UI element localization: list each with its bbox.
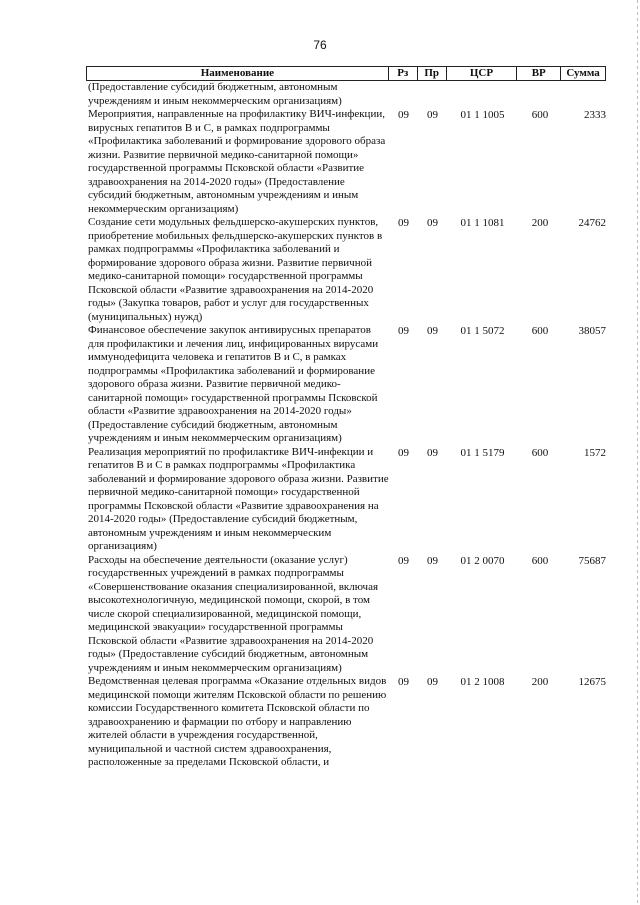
row-name: Мероприятия, направленные на профилактику ВИЧ-инфекции, вирусных гепатитов В и С, в рамках подпрограммы «Профилактика заболеваний и формирование здорового образа жизни. Развитие первичной медико-санитарной помощи» государственной программы Псковской области «Развитие здравоохранения на 2014-2020 годы» (Предоставление субсидий бюджетным, автономным учреждениям и иным некоммерческим организациям) <box>88 108 386 215</box>
continued-row-text: (Предоставление субсидий бюджетным, автономным учреждениям и иным некоммерческим организациям) <box>88 81 342 107</box>
row-name: Финансовое обеспечение закупок антивирусных препаратов для профилактики и лечения лиц, инфицированных вирусами иммунодефицита человека и гепатитов В и С, в рамках подпрограммы «Профилактика заболеваний и формирование здорового образа жизни. Развитие первичной медико-санитарной помощи» государственной программы Псковской области «Развитие здравоохранения на 2014-2020 годы» (Предоставление субсидий бюджетным, автономным учреждениям и иным некоммерческим организациям) <box>88 324 379 444</box>
row-rz: 09 <box>398 676 409 688</box>
table-header <box>86 66 606 81</box>
header-pr: Пр <box>418 67 447 80</box>
header-rz: Рз <box>389 67 418 80</box>
header-csr: ЦСР <box>447 67 518 80</box>
row-rz: 09 <box>398 554 409 567</box>
row-pr: 09 <box>427 217 438 229</box>
row-sum: 12675 <box>578 676 606 688</box>
row-pr: 09 <box>427 446 438 459</box>
row-sum: 75687 <box>578 554 606 567</box>
row-name: Ведомственная целевая программа «Оказание отдельных видов медицинской помощи жителям Псковской области по решению комиссии Государственного комитета Псковской области по здравоохранению и фармации по отбору и направлению жителей области в учреждения государственной, муниципальной и частной систем здравоохранения, расположенные за пределами Псковской области, и <box>88 675 387 768</box>
header-vr: ВР <box>517 67 561 80</box>
table-row <box>86 675 606 770</box>
row-rz: 09 <box>398 325 409 337</box>
header-name: Наименование <box>87 67 389 80</box>
row-vr: 600 <box>531 325 549 337</box>
row-csr: 01 2 1008 <box>460 676 505 688</box>
row-csr: 01 2 0070 <box>460 554 505 567</box>
row-name: Реализация мероприятий по профилактике ВИЧ-инфекции и гепатитов В и С в рамках подпрограммы «Профилактика заболеваний и формирование здорового образа жизни. Развитие первичной медико-санитарной помощи» государственной программы Псковской области «Развитие здравоохранения на 2014-2020 годы» (Предоставление субсидий бюджетным, автономным учреждениям и иным некоммерческим организациям) <box>88 445 389 552</box>
table-row <box>86 554 606 676</box>
row-rz: 09 <box>398 109 409 121</box>
row-name: Расходы на обеспечение деятельности (оказание услуг) государственных учреждений в рамках подпрограммы «Совершенствование оказания специализированной, включая высокотехнологичную, медицинской помощи, скорой, в том числе скорой специализированной, медицинской помощи, медицинской эвакуации» государственной программы Псковской области «Развитие здравоохранения на 2014-2020 годы» (Предоставление субсидий бюджетным, автономным учреждениям и иным некоммерческим организациям) <box>88 553 379 674</box>
row-vr: 600 <box>531 554 549 567</box>
row-vr: 200 <box>531 676 549 688</box>
row-pr: 09 <box>427 325 438 337</box>
row-pr: 09 <box>427 554 438 567</box>
row-csr: 01 1 1005 <box>460 109 505 121</box>
header-sum: Сумма <box>566 67 600 79</box>
row-vr: 600 <box>531 446 549 459</box>
row-sum: 2333 <box>584 109 606 121</box>
row-csr: 01 1 5072 <box>460 325 505 337</box>
row-rz: 09 <box>398 446 409 459</box>
budget-table <box>86 66 606 770</box>
row-sum: 24762 <box>578 217 606 229</box>
row-rz: 09 <box>398 217 409 229</box>
row-vr: 200 <box>531 217 549 229</box>
row-csr: 01 1 1081 <box>460 217 505 229</box>
row-pr: 09 <box>427 676 438 688</box>
row-sum: 38057 <box>578 325 606 337</box>
table-row <box>86 324 606 446</box>
table-row <box>86 108 606 216</box>
row-sum: 1572 <box>584 446 606 459</box>
row-name: Создание сети модульных фельдшерско-акушерских пунктов, приобретение мобильных фельдшерско-акушерских пунктов в рамках подпрограммы «Профилактика заболеваний и формирование здорового образа жизни. Развитие первичной медико-санитарной помощи» государственной программы Псковской области «Развитие здравоохранения на 2014-2020 годы» (Закупка товаров, работ и услуг для государственных (муниципальных) нужд) <box>88 216 383 323</box>
row-pr: 09 <box>427 109 438 121</box>
table-row <box>86 446 606 554</box>
row-vr: 600 <box>531 109 549 121</box>
scan-edge-artifact <box>637 0 638 905</box>
table-row <box>86 216 606 324</box>
row-csr: 01 1 5179 <box>460 446 505 459</box>
page-number: 76 <box>313 38 327 52</box>
